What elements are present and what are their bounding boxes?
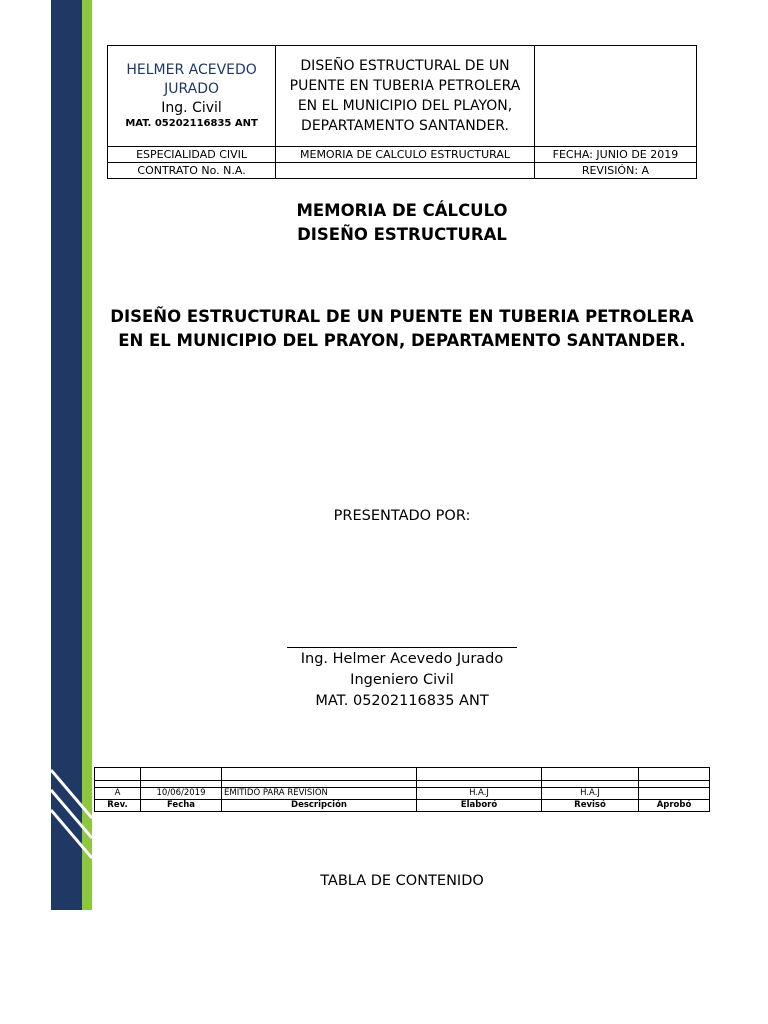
author-name: HELMER ACEVEDO JURADO	[126, 62, 257, 97]
contract-cell: CONTRATO No. N.A.	[108, 163, 276, 179]
revision-table	[94, 767, 710, 812]
header-date: Fecha	[141, 800, 222, 812]
blank-cell	[95, 768, 141, 781]
project-title: DISEÑO ESTRUCTURAL DE UN PUENTE EN TUBERIA PETROLERA EN EL MUNICIPIO DEL PLAYON, DEPARTAMENTO SANTANDER.	[276, 46, 535, 147]
header-rev: Rev.	[95, 800, 141, 812]
reviewed-by-cell: H.A.J	[542, 788, 639, 800]
specialty-cell: ESPECIALIDAD CIVIL	[108, 147, 276, 163]
memo-title	[0, 199, 768, 247]
author-mat: MAT. 05202116835 ANT	[125, 118, 258, 129]
rev-cell: A	[95, 788, 141, 800]
revision-blank-row	[95, 781, 710, 788]
revision-header-row	[95, 800, 710, 812]
empty-logo-cell	[534, 46, 696, 147]
project-heading	[110, 305, 694, 353]
blank-cell	[542, 781, 639, 788]
revision-blank-row	[95, 768, 710, 781]
blank-cell	[141, 781, 222, 788]
revision-cell: REVISIÓN: A	[534, 163, 696, 179]
toc-title: TABLA DE CONTENIDO	[320, 873, 484, 889]
signer-mat: MAT. 05202116835 ANT	[315, 693, 489, 709]
blank-cell	[417, 768, 542, 781]
presented-by-label: PRESENTADO POR:	[333, 508, 471, 524]
blank-cell	[639, 768, 710, 781]
project-heading-line2: EN EL MUNICIPIO DEL PRAYON, DEPARTAMENTO SANTANDER.	[118, 331, 686, 350]
approved-by-cell	[639, 788, 710, 800]
project-heading-line1: DISEÑO ESTRUCTURAL DE UN PUENTE EN TUBERIA PETROLERA	[110, 307, 694, 326]
blank-cell	[542, 768, 639, 781]
blank-cell	[141, 768, 222, 781]
header-description: Descripción	[222, 800, 417, 812]
blank-cell	[639, 781, 710, 788]
revision-data-row	[95, 788, 710, 800]
description-cell: EMITIDO PARA REVISIÓN	[222, 788, 417, 800]
date-cell: 10/06/2019	[141, 788, 222, 800]
memo-title-line1: MEMORIA DE CÁLCULO	[296, 201, 508, 220]
author-cell	[108, 46, 276, 147]
blank-cell	[276, 163, 535, 179]
document-type-cell: MEMORIA DE CALCULO ESTRUCTURAL	[276, 147, 535, 163]
signer-name: Ing. Helmer Acevedo Jurado	[300, 651, 504, 667]
header-approved-by: Aprobó	[639, 800, 710, 812]
blank-cell	[95, 781, 141, 788]
prepared-by-cell: H.A.J	[417, 788, 542, 800]
document-header-table	[107, 45, 697, 179]
memo-title-line2: DISEÑO ESTRUCTURAL	[297, 225, 507, 244]
signer-block	[0, 649, 768, 712]
header-prepared-by: Elaboró	[417, 800, 542, 812]
author-title: Ing. Civil	[161, 100, 222, 116]
signer-role: Ingeniero Civil	[350, 672, 454, 688]
header-reviewed-by: Revisó	[542, 800, 639, 812]
signature-line	[287, 647, 517, 648]
blank-cell	[222, 768, 417, 781]
blank-cell	[417, 781, 542, 788]
blank-cell	[222, 781, 417, 788]
date-cell: FECHA: JUNIO DE 2019	[534, 147, 696, 163]
